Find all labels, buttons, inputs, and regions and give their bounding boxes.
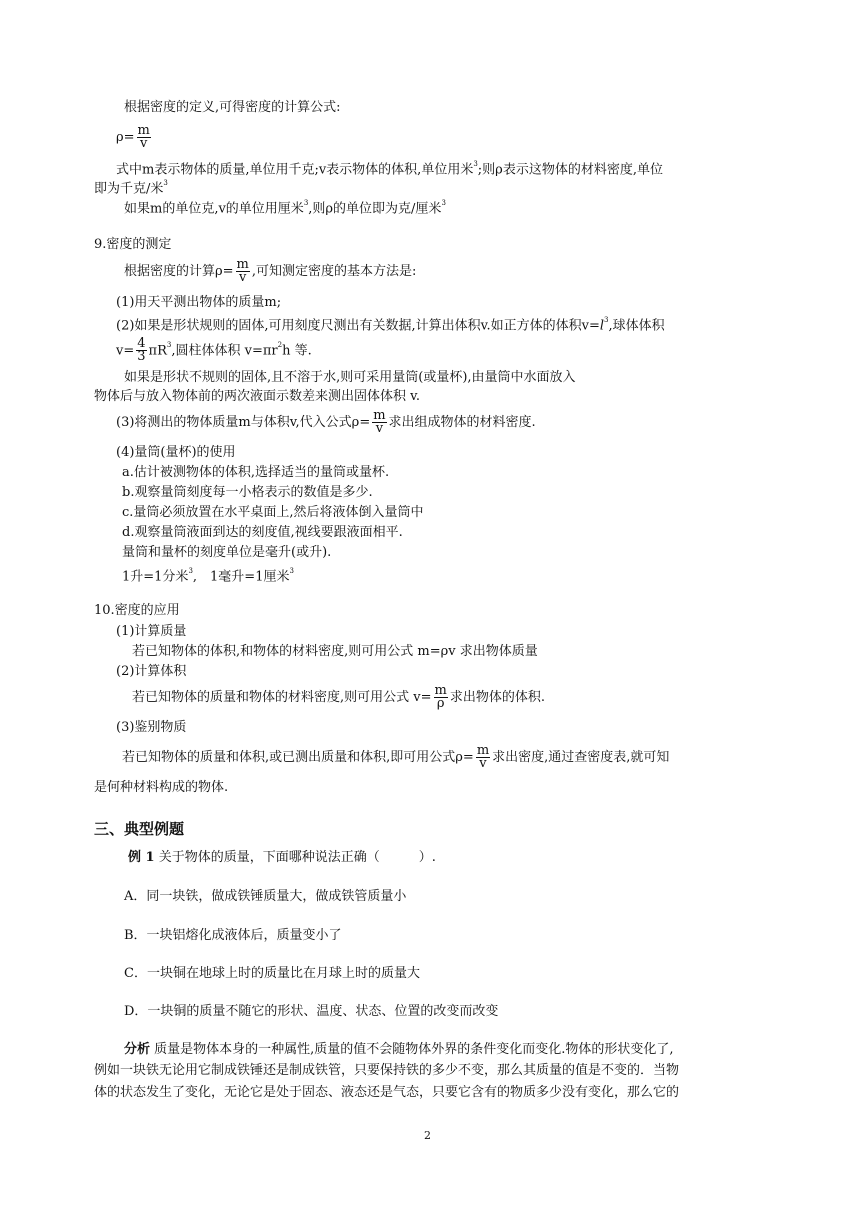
density-formula: ρ= $\frac{m}{v}$ bbox=[116, 123, 150, 151]
text-line: 根据密度的计算ρ= $\frac{m}{v}$ ,可知测定密度的基本方法是: bbox=[124, 257, 417, 285]
section-title: 10.密度的应用 bbox=[94, 603, 180, 618]
option-d: D．一块铜的质量不随它的形状、温度、状态、位置的改变而改变 bbox=[124, 1004, 499, 1019]
analysis-line: 例如一块铁无论用它制成铁锤还是制成铁管，只要保持铁的多少不变，那么其质量的值是不变的．当物 bbox=[94, 1063, 680, 1078]
text-line: 量筒和量杯的刻度单位是毫升(或升). bbox=[122, 545, 332, 560]
option-b: B．一块铝熔化成液体后，质量变小了 bbox=[124, 928, 342, 943]
option-a: A．同一块铁，做成铁锤质量大，做成铁管质量小 bbox=[124, 889, 407, 904]
text-line: (3)鉴别物质 bbox=[116, 720, 187, 735]
text-line: 如果是形状不规则的固体,且不溶于水,则可采用量筒(或量杯),由量筒中水面放入 bbox=[124, 370, 576, 385]
fraction: $\frac{m}{v}$ bbox=[137, 123, 150, 151]
analysis-line: 分析 质量是物体本身的一种属性,质量的值不会随物体外界的条件变化而变化.物体的形状变化了, bbox=[124, 1042, 674, 1057]
text-line: 若已知物体的质量和体积,或已测出质量和体积,即可用公式ρ= $\frac{m}{v}$ 求出密度,通过查密度表,就可知 bbox=[122, 743, 670, 771]
volume-formulas: v= $\frac{4}{3}$ $\pi R^3$,圆柱体体积 $v=\pi r^2h$ 等. bbox=[116, 336, 312, 365]
option-c: C．一块铜在地球上时的质量比在月球上时的质量大 bbox=[124, 966, 420, 981]
text-line: 物体后与放入物体前的两次液面示数差来测出固体体积 v. bbox=[94, 389, 421, 404]
text-line: (1)计算质量 bbox=[116, 624, 187, 639]
text-line: (2)如果是形状规则的固体,可用刻度尺测出有关数据,计算出体积v.如正方体的体积$v=l^3$,球体体积 bbox=[116, 316, 665, 334]
text-line: 如果m的单位克,v的单位用厘米$^3$,则ρ的单位即为克/厘米$^3$ bbox=[124, 199, 446, 217]
list-item: a.估计被测物体的体积,选择适当的量筒或量杯. bbox=[122, 465, 390, 480]
list-item: c.量筒必须放置在水平桌面上,然后将液体倒入量筒中 bbox=[122, 505, 424, 520]
text-line: 1升=1分米$^3$, 1毫升=1厘米$^3$ bbox=[122, 567, 294, 585]
section-heading: 三、典型例题 bbox=[94, 820, 185, 838]
text-line: (2)计算体积 bbox=[116, 664, 187, 679]
list-item: d.观察量筒液面到达的刻度值,视线要跟液面相平. bbox=[122, 525, 403, 540]
text-line: 即为千克/米$^3$ bbox=[94, 179, 168, 197]
text-line: 式中m表示物体的质量,单位用千克;v表示物体的体积,单位用米$^3$;则ρ表示这物体的材料密度,单位 bbox=[116, 160, 663, 178]
text-line: 根据密度的定义,可得密度的计算公式: bbox=[124, 100, 341, 115]
text-line: (4)量筒(量杯)的使用 bbox=[116, 445, 236, 460]
text-line: 是何种材料构成的物体. bbox=[94, 780, 229, 795]
text-line: 若已知物体的质量和物体的材料密度,则可用公式 v= $\frac{m}{\rho}$ 求出物体的体积. bbox=[132, 683, 545, 711]
section-title: 9.密度的测定 bbox=[94, 237, 172, 252]
example-question: 例 1 关于物体的质量，下面哪种说法正确（ ）. bbox=[128, 850, 436, 865]
text-line: (3)将测出的物体质量m与体积v,代入公式ρ= $\frac{m}{v}$ 求出组成物体的材料密度. bbox=[116, 408, 536, 436]
analysis-line: 体的状态发生了变化，无论它是处于固态、液态还是气态，只要它含有的物质多少没有变化，那么它的 bbox=[94, 1085, 680, 1100]
text-line: (1)用天平测出物体的质量m; bbox=[116, 295, 282, 310]
list-item: b.观察量筒刻度每一小格表示的数值是多少. bbox=[122, 485, 373, 500]
text-line: 若已知物体的体积,和物体的材料密度,则可用公式 m=ρv 求出物体质量 bbox=[132, 644, 538, 659]
page-number: 2 bbox=[424, 1129, 431, 1142]
